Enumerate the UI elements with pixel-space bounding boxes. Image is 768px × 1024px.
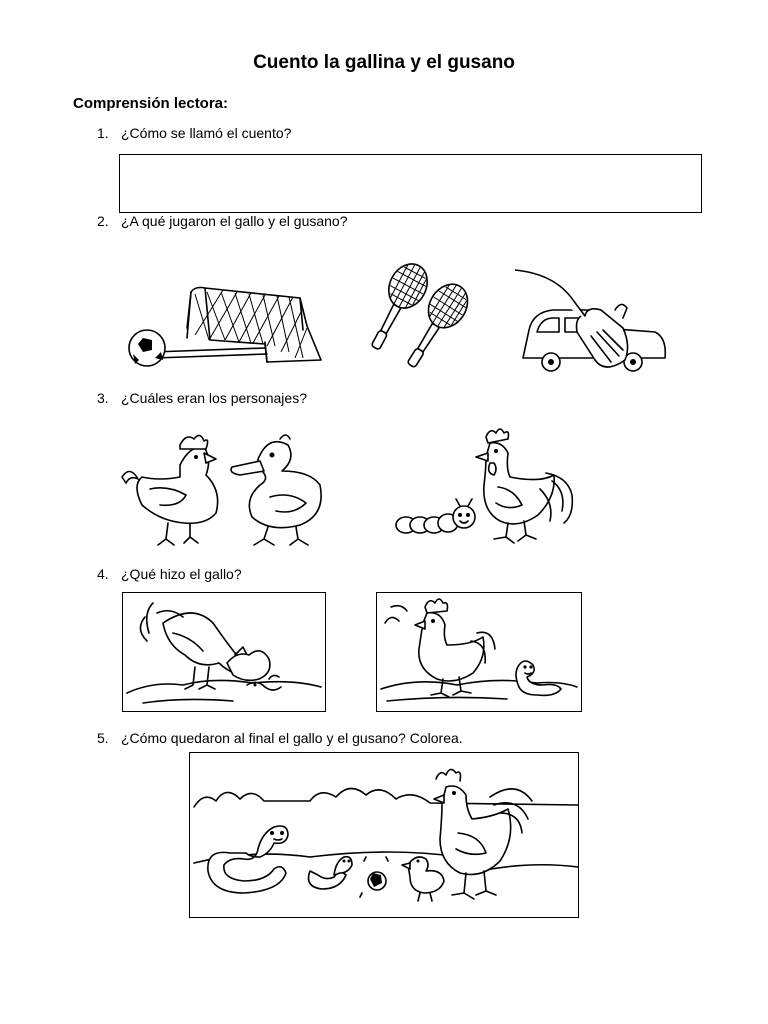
rooster-and-worm-frame (376, 592, 582, 712)
question-4 (97, 566, 242, 582)
section-heading: Comprensión lectora: (73, 95, 229, 112)
question-number: 2. (97, 213, 109, 229)
question-3 (97, 390, 307, 406)
question-5 (97, 730, 463, 746)
toy-car-illustration (515, 270, 675, 380)
question-text: ¿Cómo quedaron al final el gallo y el gusano? Colorea. (121, 730, 463, 746)
question-1 (97, 125, 291, 141)
final-scene-coloring-illustration (190, 753, 578, 917)
question-number: 5. (97, 730, 109, 746)
caterpillar-and-rooster-illustration (390, 425, 590, 550)
question-text: ¿A qué jugaron el gallo y el gusano? (121, 213, 348, 229)
question-number: 1. (97, 125, 109, 141)
question-number: 3. (97, 390, 109, 406)
tennis-rackets-illustration (360, 258, 475, 368)
final-scene-frame[interactable] (189, 752, 579, 918)
rooster-and-worm-illustration (377, 593, 581, 711)
hen-and-duck-illustration (120, 425, 330, 555)
rooster-pecking-illustration (123, 593, 325, 711)
question-text: ¿Cuáles eran los personajes? (121, 390, 307, 406)
question-text: ¿Qué hizo el gallo? (121, 566, 242, 582)
question-text: ¿Cómo se llamó el cuento? (121, 125, 292, 141)
worksheet-title: Cuento la gallina y el gusano (253, 52, 515, 73)
question-number: 4. (97, 566, 109, 582)
question-2 (97, 213, 348, 229)
answer-box[interactable] (119, 154, 702, 213)
soccer-goal-and-ball-illustration (125, 280, 325, 375)
rooster-pecking-frame (122, 592, 326, 712)
